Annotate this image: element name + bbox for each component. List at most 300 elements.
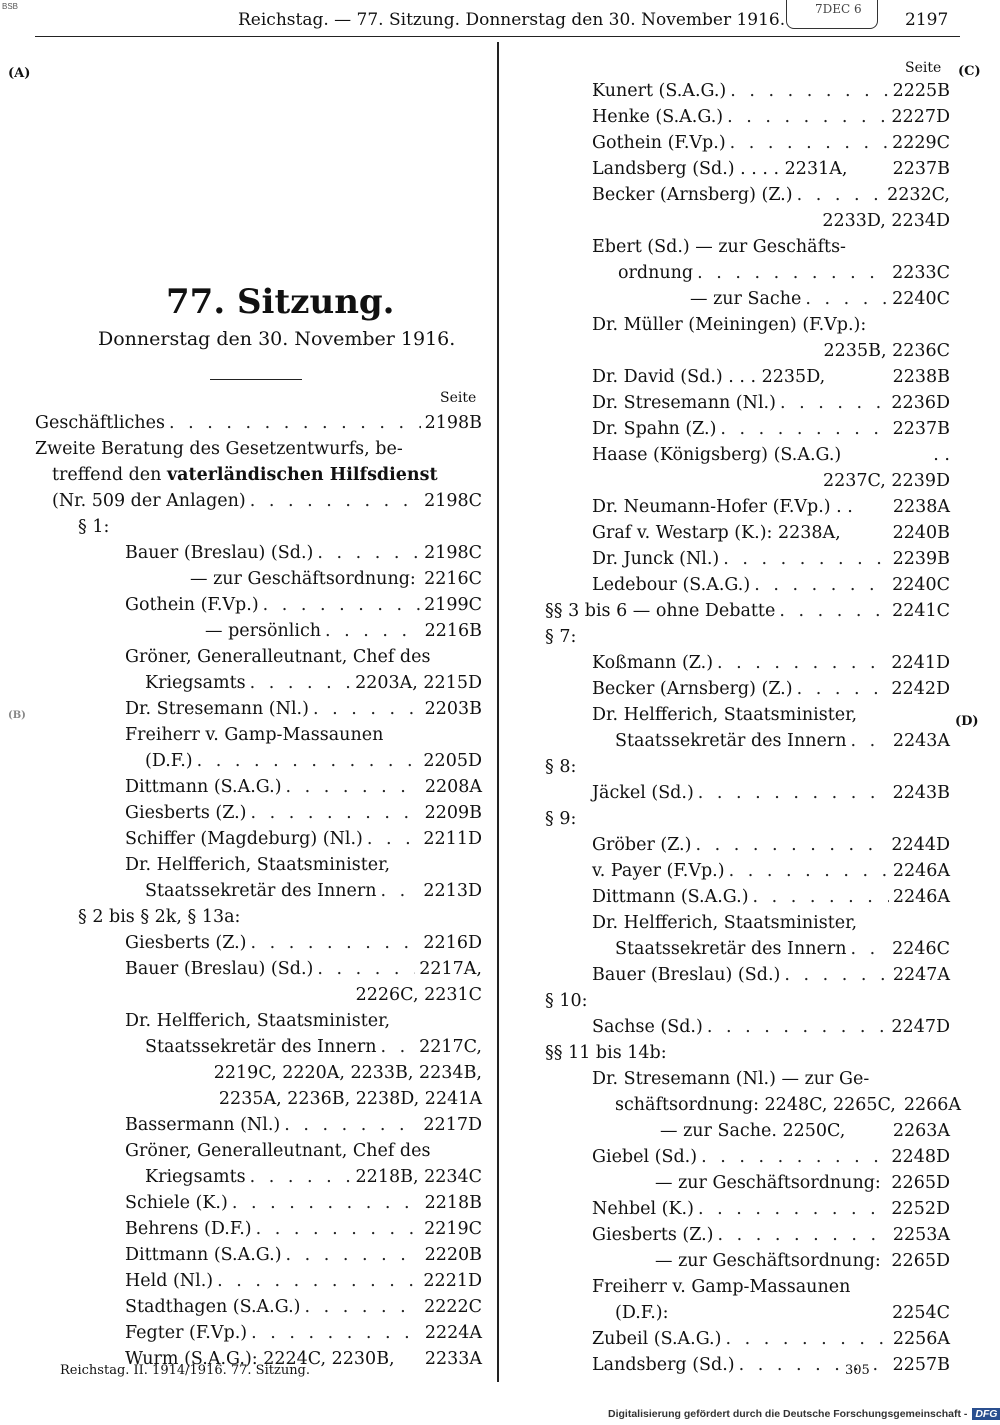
- leader-dots: [730, 132, 888, 154]
- leader-dots: [723, 548, 888, 570]
- right-entry: [592, 132, 950, 154]
- leader-dots: [367, 828, 420, 850]
- leader-dots: [779, 600, 888, 622]
- page-reference: 2239B: [892, 549, 950, 569]
- entry-name: Kriegsamts: [145, 1167, 246, 1187]
- margin-marker-a: (A): [8, 66, 31, 81]
- entry-text: Dr. Helfferich, Staatsminister,: [125, 855, 391, 875]
- page-reference: 2266A: [903, 1095, 962, 1115]
- left-entry: [125, 854, 390, 876]
- left-entry: [125, 646, 430, 668]
- entry-text: Gröner, Generalleutnant, Chef des: [125, 1141, 431, 1161]
- session-heading: 77. Sitzung.: [166, 282, 395, 322]
- page-reference: 2209B: [424, 803, 482, 823]
- page-reference: 2246A: [892, 861, 950, 881]
- leader-dots: [784, 964, 888, 986]
- entry-name: Stadthagen (S.A.G.): [125, 1297, 301, 1317]
- left-entry: [125, 1140, 430, 1162]
- leader-dots: [720, 418, 888, 440]
- page-reference: 2208A: [424, 777, 482, 797]
- right-entry: [592, 1224, 950, 1246]
- entry-name: Staatssekretär des Innern: [615, 731, 847, 751]
- page-reference: 2218B, 2234C: [355, 1167, 482, 1187]
- right-entry: [655, 1172, 950, 1194]
- entry-text: Freiherr v. Gamp-Massaunen: [592, 1277, 851, 1297]
- page-reference: 2256A: [892, 1329, 950, 1349]
- page-reference: 2257B: [892, 1355, 950, 1375]
- leader-dots: [325, 620, 421, 642]
- page-reference: 2237B: [892, 159, 950, 179]
- page-reference: 2216C: [424, 569, 482, 589]
- entry-text: § 9:: [545, 809, 577, 829]
- leader-dots: [250, 490, 420, 512]
- leader-dots: [707, 1016, 888, 1038]
- left-entry: [145, 880, 482, 902]
- leader-dots: [753, 886, 889, 908]
- entry-name: Geschäftliches: [35, 413, 165, 433]
- page-reference: 2242D: [891, 679, 950, 699]
- entry-name: schäftsordnung: 2248C, 2265C,: [615, 1095, 896, 1115]
- entry-name: Wurm (S.A.G.): 2224C, 2230B,: [125, 1349, 395, 1369]
- page-reference: 2235A, 2236B, 2238D, 2241A: [218, 1089, 482, 1109]
- page-reference: 2237C, 2239D: [823, 471, 950, 491]
- margin-marker-b: (B): [8, 710, 26, 721]
- page-reference: 2216D: [423, 933, 482, 953]
- right-entry: [592, 314, 866, 336]
- entry-name: Gothein (F.Vp.): [592, 133, 726, 153]
- page-reference: 2203B: [424, 699, 482, 719]
- leader-dots: [317, 958, 415, 980]
- entry-name: — zur Geschäftsordnung:: [655, 1251, 881, 1271]
- page-reference: 2247D: [891, 1017, 950, 1037]
- page-reference: 2205D: [423, 751, 482, 771]
- leader-dots: [250, 672, 352, 694]
- archive-stamp: [786, 0, 878, 29]
- leader-dots: [698, 1198, 887, 1220]
- page-reference: 2217A,: [419, 959, 482, 979]
- entry-name: — zur Sache. 2250C,: [660, 1121, 846, 1141]
- entry-text: § 8:: [545, 757, 577, 777]
- entry-text: § 1:: [78, 517, 110, 537]
- leader-dots: [250, 932, 419, 954]
- right-entry: [592, 704, 857, 726]
- page-reference: 2233A: [424, 1349, 482, 1369]
- leader-dots: [169, 412, 421, 434]
- right-entry: [592, 860, 950, 882]
- entry-name: Sachse (Sd.): [592, 1017, 703, 1037]
- right-entry: [592, 1328, 950, 1350]
- leader-dots: [251, 1322, 421, 1344]
- entry-name: Giesberts (Z.): [125, 933, 247, 953]
- left-entry: [125, 802, 482, 824]
- entry-name: Staatssekretär des Innern: [615, 939, 847, 959]
- entry-text: Ebert (Sd.) — zur Geschäfts-: [592, 237, 846, 257]
- right-entry: [615, 1302, 950, 1324]
- page-reference: 2232C,: [887, 185, 950, 205]
- entry-name: Giesberts (Z.): [125, 803, 247, 823]
- entry-name: Becker (Arnsberg) (Z.): [592, 679, 793, 699]
- left-entry: [125, 1296, 482, 1318]
- leader-dots: [730, 80, 888, 102]
- page-reference: 2235B, 2236C: [823, 341, 950, 361]
- right-entry: [545, 626, 576, 648]
- right-entry: [592, 470, 950, 492]
- entry-text: Dr. Helfferich, Staatsminister,: [592, 705, 858, 725]
- entry-name: Jäckel (Sd.): [592, 783, 694, 803]
- entry-text: Dr. Stresemann (Nl.) — zur Ge-: [592, 1069, 870, 1089]
- page-reference: 2263A: [892, 1121, 950, 1141]
- leader-dots: [851, 730, 889, 752]
- page-reference: 2240C: [892, 289, 950, 309]
- left-entry: [52, 464, 438, 486]
- page-reference: 2237B: [892, 419, 950, 439]
- leader-dots: [305, 1296, 421, 1318]
- entry-name: Dr. Stresemann (Nl.): [125, 699, 309, 719]
- entry-name: Held (Nl.): [125, 1271, 214, 1291]
- page-reference: 2246C: [892, 939, 950, 959]
- entry-name: Giebel (Sd.): [592, 1147, 698, 1167]
- left-entry: [52, 490, 482, 512]
- page-reference: 2265D: [891, 1173, 950, 1193]
- right-entry: [545, 990, 587, 1012]
- left-entry: [125, 958, 482, 980]
- page-reference: 2254C: [892, 1303, 950, 1323]
- entry-text: § 2 bis § 2k, § 13a:: [78, 907, 241, 927]
- margin-marker-c: (C): [958, 64, 981, 79]
- right-entry: [592, 652, 950, 674]
- leader-dots: [286, 776, 421, 798]
- page-reference: 2238A: [892, 497, 950, 517]
- leader-dots: [717, 1224, 888, 1246]
- entry-name: Dr. Neumann-Hofer (F.Vp.) . .: [592, 497, 853, 517]
- left-entry: [190, 568, 482, 590]
- right-entry: [660, 1120, 950, 1142]
- stamp-text: 7DEC 6: [815, 2, 862, 16]
- left-entry: [35, 438, 403, 460]
- right-entry: [592, 678, 950, 700]
- entry-text: Dr. Helfferich, Staatsminister,: [125, 1011, 391, 1031]
- right-entry: [592, 366, 950, 388]
- right-entry: [592, 418, 950, 440]
- entry-text: treffend den: [52, 465, 167, 485]
- right-entry: [592, 886, 950, 908]
- entry-name: §§ 3 bis 6 — ohne Debatte: [545, 601, 776, 621]
- page-reference: 2246A: [892, 887, 950, 907]
- page-reference: 2222C: [424, 1297, 482, 1317]
- page-reference: 2221D: [423, 1271, 482, 1291]
- page-reference: 2198C: [424, 491, 482, 511]
- page-reference: 2217C,: [419, 1037, 482, 1057]
- page-reference: 2236D: [891, 393, 950, 413]
- dfg-logo: DFG: [972, 1408, 1000, 1420]
- leader-dots: [729, 860, 889, 882]
- right-entry: [592, 1016, 950, 1038]
- page-reference: . .: [933, 445, 950, 465]
- entry-name: Gröber (Z.): [592, 835, 692, 855]
- page-reference: 2229C: [892, 133, 950, 153]
- leader-dots: [797, 184, 884, 206]
- page-reference: 2220B: [424, 1245, 482, 1265]
- left-entry: [125, 1114, 482, 1136]
- leader-dots: [250, 802, 420, 824]
- leader-dots: [727, 106, 887, 128]
- entry-name: (D.F.):: [615, 1303, 669, 1323]
- digitization-credit: [608, 1408, 1000, 1420]
- entry-name: Behrens (D.F.): [125, 1219, 252, 1239]
- left-entry: [125, 1010, 390, 1032]
- header-rule: [35, 36, 960, 37]
- page-reference: 2265D: [891, 1251, 950, 1271]
- leader-dots: [284, 1114, 419, 1136]
- left-entry: [125, 984, 482, 1006]
- page-reference: 2240C: [892, 575, 950, 595]
- page-reference: 2248D: [891, 1147, 950, 1167]
- entry-name: — zur Sache: [690, 289, 802, 309]
- right-entry: [592, 1198, 950, 1220]
- seite-label-left: Seite: [440, 390, 477, 406]
- right-entry: [592, 1068, 869, 1090]
- left-entry: [125, 1322, 482, 1344]
- entry-name: Schiele (K.): [125, 1193, 228, 1213]
- left-entry: [145, 1166, 482, 1188]
- footer-sheet-number: 305: [845, 1363, 870, 1378]
- leader-dots: [217, 1270, 419, 1292]
- entry-text: § 10:: [545, 991, 588, 1011]
- entry-name: (Nr. 509 der Anlagen): [52, 491, 246, 511]
- left-entry: [125, 932, 482, 954]
- left-entry: [125, 1218, 482, 1240]
- entry-name: v. Payer (F.Vp.): [592, 861, 725, 881]
- leader-dots: [232, 1192, 421, 1214]
- entry-name: Haase (Königsberg) (S.A.G.): [592, 445, 842, 465]
- entry-name: Kriegsamts: [145, 673, 246, 693]
- entry-text: Zweite Beratung des Gesetzentwurfs, be-: [35, 439, 403, 459]
- right-entry: [592, 158, 950, 180]
- entry-name: Henke (S.A.G.): [592, 107, 724, 127]
- column-divider: [497, 42, 499, 1382]
- entry-text: § 7:: [545, 627, 577, 647]
- entry-name: Koßmann (Z.): [592, 653, 714, 673]
- right-entry: [592, 496, 950, 518]
- leader-dots: [701, 1146, 887, 1168]
- page-reference: 2198C: [424, 543, 482, 563]
- leader-dots: [256, 1218, 420, 1240]
- page-reference: 2216B: [424, 621, 482, 641]
- margin-marker-d: (D): [955, 714, 979, 729]
- entry-name: Landsberg (Sd.) . . . . 2231A,: [592, 159, 848, 179]
- entry-name: Kunert (S.A.G.): [592, 81, 727, 101]
- left-entry: [145, 1036, 482, 1058]
- entry-text: Gröner, Generalleutnant, Chef des: [125, 647, 431, 667]
- page-reference: 2211D: [423, 829, 482, 849]
- entry-name: Dittmann (S.A.G.): [125, 1245, 282, 1265]
- leader-dots: [381, 880, 420, 902]
- right-entry: [690, 288, 950, 310]
- entry-name: Bassermann (Nl.): [125, 1115, 281, 1135]
- right-entry: [545, 600, 950, 622]
- right-entry: [615, 938, 950, 960]
- seite-label-right: Seite: [905, 60, 942, 76]
- page-reference: 2203A, 2215D: [355, 673, 482, 693]
- heading-rule: [210, 379, 302, 380]
- right-entry: [592, 184, 950, 206]
- leader-dots: [797, 678, 888, 700]
- page-reference: 2198B: [424, 413, 482, 433]
- left-entry: [125, 1062, 482, 1084]
- page-reference: 2241D: [891, 653, 950, 673]
- left-entry: [125, 724, 383, 746]
- leader-dots: [851, 938, 889, 960]
- credit-text: Digitalisierung gefördert durch die Deutsche Forschungsgemeinschaft -: [608, 1408, 968, 1420]
- page-reference: 2219C: [424, 1219, 482, 1239]
- right-entry: [592, 1146, 950, 1168]
- page-reference: 2224A: [424, 1323, 482, 1343]
- page-reference: 2243A: [892, 731, 950, 751]
- leader-dots: [286, 1244, 421, 1266]
- right-entry: [592, 444, 950, 466]
- entry-name: Zubeil (S.A.G.): [592, 1329, 722, 1349]
- leader-dots: [263, 594, 420, 616]
- left-entry: [78, 516, 109, 538]
- footer-source: Reichstag. II. 1914/1916. 77. Sitzung.: [60, 1363, 311, 1378]
- entry-name: Staatssekretär des Innern: [145, 1037, 377, 1057]
- right-entry: [592, 548, 950, 570]
- right-entry: [592, 210, 950, 232]
- entry-name: Nehbel (K.): [592, 1199, 694, 1219]
- leader-dots: [313, 698, 421, 720]
- running-header: Reichstag. — 77. Sitzung. Donnerstag den 30. November 1916.: [238, 10, 786, 30]
- entry-text: Dr. Helfferich, Staatsminister,: [592, 913, 858, 933]
- entry-name: Dittmann (S.A.G.): [592, 887, 749, 907]
- entry-name: Dr. Spahn (Z.): [592, 419, 717, 439]
- right-entry: [592, 574, 950, 596]
- page-reference: 2218B: [424, 1193, 482, 1213]
- page-reference: 2252D: [891, 1199, 950, 1219]
- left-entry: [125, 542, 482, 564]
- left-entry: [205, 620, 482, 642]
- page-reference: 2243B: [892, 783, 950, 803]
- left-entry: [125, 1270, 482, 1292]
- right-entry: [592, 912, 857, 934]
- left-entry: [125, 776, 482, 798]
- page-number: 2197: [905, 10, 949, 30]
- leader-dots: [317, 542, 420, 564]
- entry-name: Schiffer (Magdeburg) (Nl.): [125, 829, 363, 849]
- entry-name: Bauer (Breslau) (Sd.): [125, 543, 314, 563]
- entry-name: Giesberts (Z.): [592, 1225, 714, 1245]
- page-reference: 2225B: [892, 81, 950, 101]
- page-reference: 2226C, 2231C: [355, 985, 482, 1005]
- right-entry: [592, 1354, 950, 1376]
- right-entry: [545, 808, 576, 830]
- entry-name: Dr. Junck (Nl.): [592, 549, 720, 569]
- right-entry: [592, 106, 950, 128]
- right-entry: [592, 964, 950, 986]
- leader-dots: [698, 782, 889, 804]
- entry-name: Graf v. Westarp (K.): 2238A,: [592, 523, 841, 543]
- leader-dots: [250, 1166, 352, 1188]
- entry-name: Bauer (Breslau) (Sd.): [592, 965, 781, 985]
- left-entry: [125, 828, 482, 850]
- leader-dots: [197, 750, 420, 772]
- entry-text: Freiherr v. Gamp-Massaunen: [125, 725, 384, 745]
- right-entry: [592, 340, 950, 362]
- right-entry: [592, 236, 846, 258]
- entry-name: Gothein (F.Vp.): [125, 595, 259, 615]
- entry-name: ordnung: [618, 263, 694, 283]
- entry-name: Dr. David (Sd.) . . . 2235D,: [592, 367, 826, 387]
- session-date: Donnerstag den 30. November 1916.: [98, 328, 456, 350]
- leader-dots: [780, 392, 887, 414]
- leader-dots: [805, 288, 888, 310]
- right-entry: [592, 522, 950, 544]
- page-reference: 2217D: [423, 1115, 482, 1135]
- page-reference: 2238B: [892, 367, 950, 387]
- left-entry: [125, 1244, 482, 1266]
- entry-text: §§ 11 bis 14b:: [545, 1043, 667, 1063]
- left-entry: [145, 750, 482, 772]
- entry-name: Dittmann (S.A.G.): [125, 777, 282, 797]
- leader-dots: [754, 574, 888, 596]
- right-entry: [545, 1042, 667, 1064]
- page-reference: 2227D: [891, 107, 950, 127]
- right-entry: [592, 782, 950, 804]
- left-entry: [125, 698, 482, 720]
- right-entry: [618, 262, 950, 284]
- leader-dots: [381, 1036, 416, 1058]
- page-reference: 2240B: [892, 523, 950, 543]
- right-entry: [545, 756, 576, 778]
- leader-dots: [717, 652, 887, 674]
- library-mark: BSB: [2, 2, 19, 11]
- left-entry: [35, 412, 482, 434]
- entry-name: (D.F.): [145, 751, 193, 771]
- right-entry: [615, 730, 950, 752]
- entry-text: Dr. Müller (Meiningen) (F.Vp.):: [592, 315, 867, 335]
- page-reference: 2213D: [423, 881, 482, 901]
- entry-name: — persönlich: [205, 621, 322, 641]
- entry-name: Landsberg (Sd.): [592, 1355, 735, 1375]
- right-entry: [615, 1094, 962, 1116]
- right-entry: [655, 1250, 950, 1272]
- right-entry: [592, 1276, 850, 1298]
- entry-name: Fegter (F.Vp.): [125, 1323, 248, 1343]
- entry-name: Bauer (Breslau) (Sd.): [125, 959, 314, 979]
- entry-name: Dr. Stresemann (Nl.): [592, 393, 776, 413]
- leader-dots: [695, 834, 887, 856]
- entry-name: — zur Geschäftsordnung:: [655, 1173, 881, 1193]
- left-entry: [125, 1192, 482, 1214]
- entry-name: Becker (Arnsberg) (Z.): [592, 185, 793, 205]
- entry-name: Ledebour (S.A.G.): [592, 575, 751, 595]
- page-reference: 2247A: [892, 965, 950, 985]
- right-entry: [592, 80, 950, 102]
- entry-name: Staatssekretär des Innern: [145, 881, 377, 901]
- page-reference: 2253A: [892, 1225, 950, 1245]
- page-reference: 2233C: [892, 263, 950, 283]
- left-entry: [78, 906, 240, 928]
- entry-emphasis: vaterländischen Hilfsdienst: [166, 465, 438, 485]
- left-entry: [145, 672, 482, 694]
- page-reference: 2241C: [892, 601, 950, 621]
- leader-dots: [725, 1328, 888, 1350]
- page-reference: 2233D, 2234D: [822, 211, 950, 231]
- left-entry: [125, 594, 482, 616]
- leader-dots: [697, 262, 888, 284]
- right-entry: [592, 392, 950, 414]
- right-entry: [592, 834, 950, 856]
- entry-name: — zur Geschäftsordnung:: [190, 569, 416, 589]
